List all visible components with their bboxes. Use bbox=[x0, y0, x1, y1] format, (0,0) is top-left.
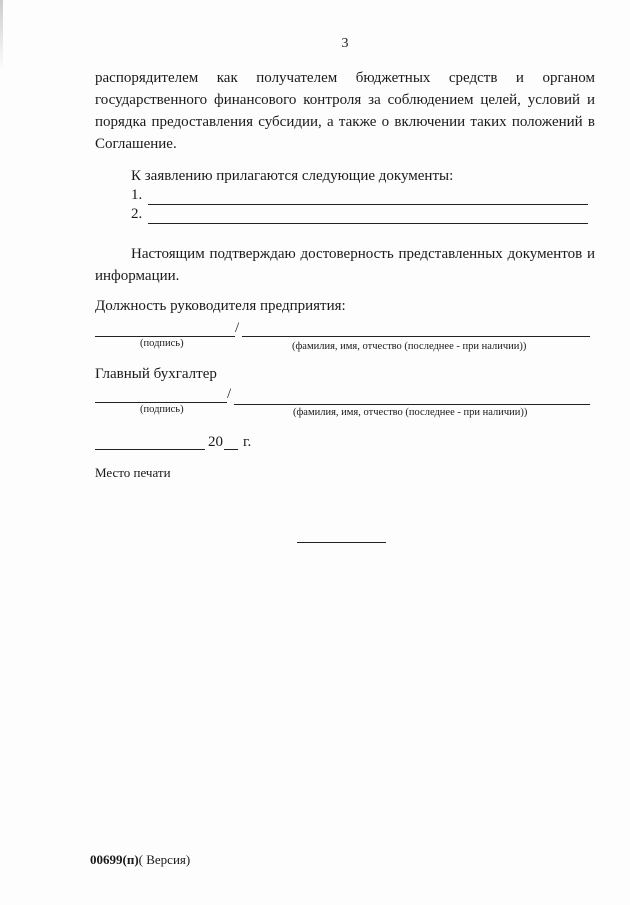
attachment-item-1-line bbox=[148, 204, 588, 205]
footer-version: ( Версия) bbox=[138, 852, 191, 867]
accountant-signature-line bbox=[95, 402, 227, 403]
director-name-line bbox=[242, 336, 590, 337]
date-day-month-line bbox=[95, 449, 205, 450]
accountant-signature-caption: (подпись) bbox=[140, 404, 184, 415]
accountant-separator: / bbox=[227, 386, 232, 402]
director-title: Должность руководителя предприятия: bbox=[95, 298, 346, 314]
scan-edge-shadow bbox=[0, 0, 3, 70]
date-year-line bbox=[224, 449, 238, 450]
accountant-name-caption: (фамилия, имя, отчество (последнее - при наличии)) bbox=[293, 407, 528, 418]
accountant-title: Главный бухгалтер bbox=[95, 366, 217, 382]
footer-code-number: 00699(п) bbox=[90, 852, 139, 867]
stamp-place-label: Место печати bbox=[95, 465, 171, 480]
attachments-intro: К заявлению прилагаются следующие документы: bbox=[131, 168, 454, 184]
attachment-item-2-line bbox=[148, 223, 588, 224]
director-separator: / bbox=[235, 320, 240, 336]
director-signature-caption: (подпись) bbox=[140, 338, 184, 349]
end-separator-line bbox=[297, 542, 386, 543]
page-number: 3 bbox=[341, 36, 349, 51]
continuation-paragraph: распорядителем как получателем бюджетных средств и органом государственного финансового контроля за соблюдением целей, условий и порядка предоставления субсидии, а также о включении таких положений в Соглашение. bbox=[95, 70, 595, 152]
director-signature-line bbox=[95, 336, 235, 337]
date-year-suffix: г. bbox=[243, 434, 252, 450]
footer-code bbox=[90, 852, 190, 868]
director-name-caption: (фамилия, имя, отчество (последнее - при наличии)) bbox=[292, 341, 527, 352]
accountant-name-line bbox=[234, 404, 590, 405]
date-year-prefix: 20 bbox=[208, 434, 223, 450]
confirmation-paragraph: Настоящим подтверждаю достоверность представленных документов и информации. bbox=[95, 246, 595, 284]
attachment-item-1-number: 1. bbox=[131, 187, 143, 203]
attachment-item-2-number: 2. bbox=[131, 206, 143, 222]
